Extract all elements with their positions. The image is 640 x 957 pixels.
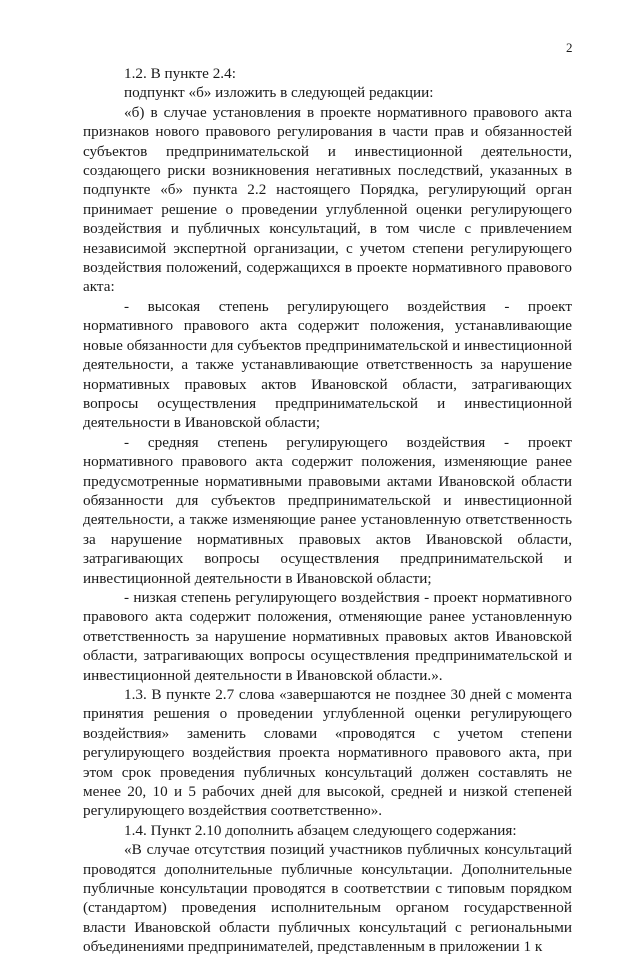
- paragraph-b-text: «б) в случае установления в проекте нормативного правового акта признаков нового правового регулирования в части прав и обязанностей субъектов предпринимательской и инвестиционной деятельности, создающего риски возникновения негативных последствий, указанных в подпункте «б» пункта 2.2 настоящего Порядка, регулирующий орган принимает решение о проведении углубленной оценки регулирующего воздействия и публичных консультаций, в том числе с привлечением независимой экспертной организации, с учетом степени регулирующего воздействия положений, содержащихся в проекте нормативного правового акта:: [83, 103, 572, 296]
- paragraph-quote: «В случае отсутствия позиций участников публичных консультаций проводятся дополнительные публичные консультации. Дополнительные публичные консультации проводятся в соответствии с типовым порядком (стандартом) проведения исполнительным органом государственной власти Ивановской области публичных консультаций с региональными объединениями предпринимателей, представленным в приложении 1 к: [83, 841, 572, 956]
- paragraph-1-2: 1.2. В пункте 2.4:: [124, 65, 236, 82]
- paragraph-1-4: 1.4. Пункт 2.10 дополнить абзацем следующего содержания:: [124, 821, 517, 839]
- paragraph-low-degree: - низкая степень регулирующего воздействия - проект нормативного правового акта содержит положения, отменяющие ранее установленную ответственность за нарушение нормативных правовых актов Ивановской области, затрагивающих вопросы осуществления предпринимательской и инвестиционной деятельности в Ивановской области.».: [83, 588, 572, 684]
- paragraph-subpoint-b: подпункт «б» изложить в следующей редакции:: [124, 84, 434, 102]
- page-number: 2: [566, 40, 573, 55]
- paragraph-medium-degree: - средняя степень регулирующего воздействия - проект нормативного правового акта содержит положения, изменяющие ранее предусмотренные нормативными правовыми актами Ивановской области обязанности для субъектов предпринимательской и инвестиционной деятельности, а также изменяющие ранее установленную ответственность за нарушение нормативных правовых актов Ивановской области, затрагивающих вопросы осуществления предпринимательской и инвестиционной деятельности в Ивановской области;: [83, 433, 572, 587]
- paragraph-1-3: 1.3. В пункте 2.7 слова «завершаются не позднее 30 дней с момента принятия решения о проведении углубленной оценки регулирующего воздействия» заменить словами «проводятся с учетом степени регулирующего воздействия проекта нормативного правового акта, при этом срок проведения публичных консультаций должен составлять не менее 20, 10 и 5 рабочих дней для высокой, средней и низкой степеней регулирующего воздействия соответственно».: [83, 686, 572, 820]
- document-body: [83, 64, 572, 957]
- paragraph-high-degree: - высокая степень регулирующего воздействия - проект нормативного правового акта содержит положения, устанавливающие новые обязанности для субъектов предпринимательской и инвестиционной деятельности, а также устанавливающие ответственность за нарушение нормативных правовых актов Ивановской области, затрагивающих вопросы осуществления предпринимательской и инвестиционной деятельности в Ивановской области;: [83, 297, 572, 432]
